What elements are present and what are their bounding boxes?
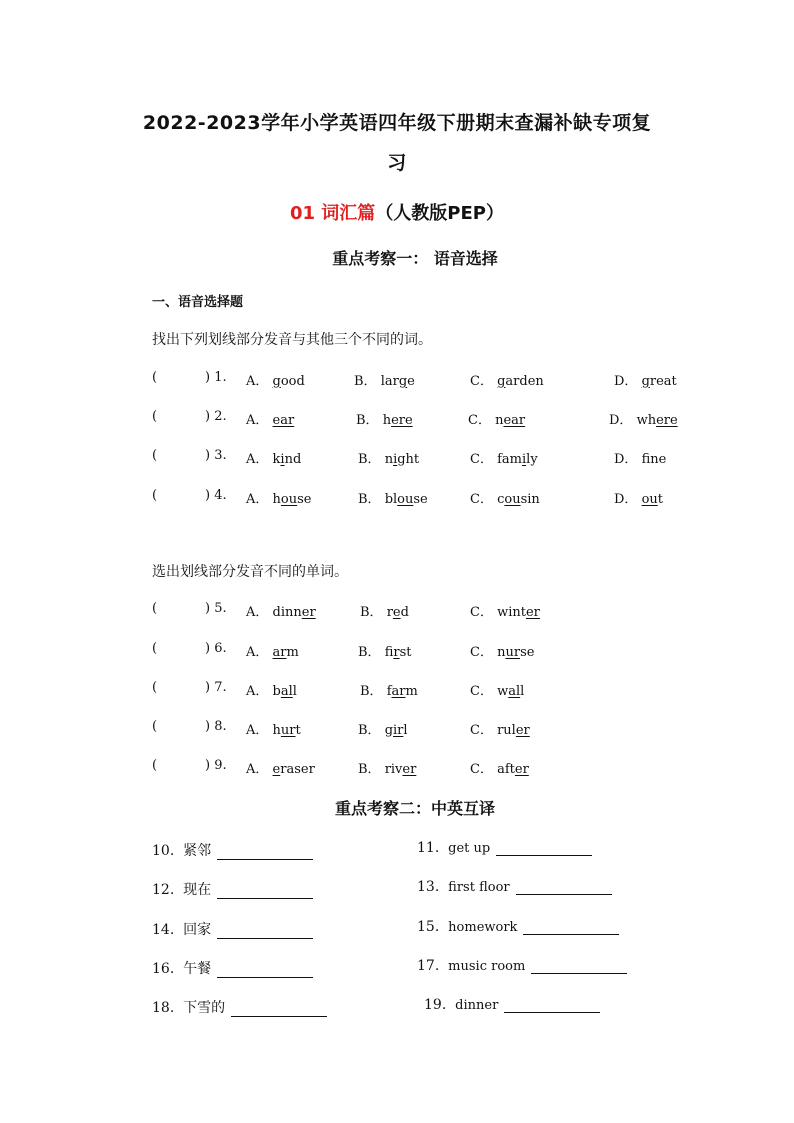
option-letter: A． (246, 374, 273, 389)
item-number: 15. (417, 919, 449, 935)
option-word-part: m (405, 684, 418, 699)
option-letter: A． (246, 684, 273, 699)
option (246, 680, 297, 699)
translation-item-right (417, 840, 592, 856)
item-number: 14. (152, 922, 184, 938)
option-letter: B． (358, 645, 385, 660)
instruction-2: 选出划线部分发音不同的单词。 (152, 564, 348, 580)
option (614, 488, 663, 507)
option-word-part: t (295, 723, 301, 738)
option (470, 758, 529, 777)
answer-paren-left: ( (152, 601, 158, 616)
option-word-part: dinn (272, 605, 302, 620)
option-word-part: b (272, 684, 281, 699)
underlined-sound: ear (272, 413, 295, 428)
option (614, 448, 666, 467)
option-word-part: reat (649, 374, 677, 389)
answer-line[interactable] (516, 880, 612, 895)
underlined-sound: e (272, 762, 281, 777)
underlined-sound: g (641, 374, 650, 389)
question-row (0, 680, 794, 700)
item-number: 11. (417, 840, 449, 856)
answer-paren-left: ( (152, 370, 158, 385)
option-word-part: l (403, 723, 408, 738)
translation-row (0, 919, 794, 941)
answer-paren-left: ( (152, 448, 158, 463)
option (358, 641, 411, 660)
option (354, 370, 415, 389)
option-letter: A． (246, 413, 273, 428)
option (246, 409, 294, 428)
answer-paren-left: ( (152, 680, 158, 695)
option (246, 601, 316, 620)
page-title: 2022-2023学年小学英语四年级下册期末查漏补缺专项复 (142, 112, 652, 134)
subtitle-highlight: 01 词汇篇 (289, 203, 376, 224)
section-heading: 一、语音选择题 (152, 295, 244, 310)
option (358, 719, 408, 738)
question-row (0, 641, 794, 661)
underlined-sound: al (508, 684, 521, 699)
answer-blank[interactable]: ) 3. (205, 448, 227, 463)
translation-item-left (152, 958, 313, 978)
option-word-part: g (384, 723, 394, 738)
item-word: 回家 (183, 922, 212, 938)
item-word: 现在 (183, 882, 212, 898)
focus-heading-1: 重点考察一： 语音选择 (332, 249, 498, 268)
option-letter: C． (470, 762, 498, 777)
focus-heading-2: 重点考察二：中英互译 (334, 799, 495, 818)
option-word-part: sin (520, 492, 540, 507)
option-word-part: nd (284, 452, 302, 467)
option-letter: B． (356, 413, 383, 428)
option-word-part: lar (380, 374, 399, 389)
option-letter: C． (468, 413, 496, 428)
item-word: music room (448, 959, 526, 974)
option-letter: B． (354, 374, 381, 389)
option-word-part: d (400, 605, 409, 620)
option-letter: B． (358, 723, 385, 738)
answer-blank[interactable]: ) 5. (205, 601, 227, 616)
option-word-part: m (286, 645, 299, 660)
answer-line[interactable] (231, 1002, 327, 1017)
option-letter: C． (470, 645, 498, 660)
item-word: 午餐 (183, 961, 212, 977)
option (358, 448, 419, 467)
option-word-part: bl (384, 492, 398, 507)
answer-line[interactable] (531, 959, 627, 974)
option (356, 409, 413, 428)
answer-line[interactable] (504, 998, 600, 1013)
option (246, 488, 311, 507)
option-word-part: fam (497, 452, 522, 467)
question-row (0, 758, 794, 778)
answer-line[interactable] (217, 963, 313, 978)
option-word-part: h (272, 492, 281, 507)
underlined-sound: i (393, 452, 398, 467)
translation-item-right (417, 919, 619, 935)
option (470, 719, 530, 738)
option-letter: C． (470, 452, 498, 467)
option-letter: A． (246, 492, 273, 507)
option-letter: D． (614, 374, 642, 389)
item-number: 13. (417, 879, 449, 895)
item-number: 10. (152, 843, 184, 859)
option (246, 719, 301, 738)
option-letter: A． (246, 723, 273, 738)
option-letter: A． (246, 605, 273, 620)
answer-paren-left: ( (152, 719, 158, 734)
underlined-sound: g (398, 374, 408, 389)
option-letter: D． (614, 452, 642, 467)
option (246, 641, 299, 660)
option-word-part: t (657, 492, 663, 507)
underlined-sound: ou (397, 492, 414, 507)
subtitle (0, 199, 794, 225)
option-word-part: wh (636, 413, 657, 428)
option (246, 448, 301, 467)
item-word: dinner (455, 998, 499, 1013)
option (470, 641, 534, 660)
option (360, 680, 418, 699)
option-letter: A． (246, 762, 273, 777)
option-letter: B． (360, 684, 387, 699)
option-word-part: n (497, 645, 506, 660)
question-row (0, 448, 794, 468)
option-word-part: raser (280, 762, 315, 777)
option-letter: B． (358, 492, 385, 507)
option (246, 370, 305, 389)
underlined-sound: er (515, 723, 530, 738)
underlined-sound: ir (393, 645, 400, 660)
translation-item-right (417, 879, 612, 895)
option-letter: D． (614, 492, 642, 507)
option (470, 601, 540, 620)
option-letter: D． (609, 413, 637, 428)
question-row (0, 719, 794, 739)
option-word-part: ght (397, 452, 420, 467)
page-title-continued: 习 (387, 152, 407, 174)
answer-line[interactable] (496, 841, 592, 856)
translation-item-left (152, 879, 313, 899)
answer-paren-left: ( (152, 409, 158, 424)
translation-item-left (152, 997, 327, 1017)
item-word: first floor (448, 880, 510, 895)
option (468, 409, 525, 428)
option (360, 601, 409, 620)
answer-line[interactable] (217, 884, 313, 899)
translation-item-left (152, 840, 313, 860)
underlined-sound: ere (391, 413, 413, 428)
question-row (0, 488, 794, 508)
underlined-sound: g (272, 374, 281, 389)
underlined-sound: ou (504, 492, 521, 507)
option-word-part: ly (526, 452, 538, 467)
item-word: 下雪的 (183, 1000, 226, 1016)
underlined-sound: ar (391, 684, 406, 699)
option (614, 370, 677, 389)
option-word-part: se (520, 645, 535, 660)
option-word-part: l (520, 684, 525, 699)
underlined-sound: g (497, 374, 506, 389)
underlined-sound: ear (503, 413, 526, 428)
answer-blank[interactable]: ) 1. (205, 370, 227, 385)
underlined-sound: i (521, 452, 527, 467)
option-letter: C． (470, 374, 498, 389)
option-word-part: aft (497, 762, 515, 777)
option-word-part: h (382, 413, 392, 428)
option-word-part: rul (497, 723, 516, 738)
option-letter: C． (470, 723, 498, 738)
underlined-sound: e (392, 605, 401, 620)
option (358, 758, 416, 777)
underlined-sound: er (514, 762, 529, 777)
underlined-sound: al (280, 684, 293, 699)
item-number: 19. (424, 997, 456, 1013)
answer-blank[interactable]: ) 7. (205, 680, 227, 695)
item-word: 紧邻 (183, 843, 212, 859)
underlined-sound: ir (393, 723, 404, 738)
option-word-part: n (495, 413, 504, 428)
translation-row (0, 958, 794, 980)
answer-paren-left: ( (152, 641, 158, 656)
option-word-part: wint (497, 605, 526, 620)
option-word-part: h (272, 723, 281, 738)
answer-blank[interactable]: ) 9. (205, 758, 227, 773)
answer-blank[interactable]: ) 8. (205, 719, 227, 734)
translation-row (0, 879, 794, 901)
option-letter: B． (358, 762, 385, 777)
option-letter: A． (246, 452, 273, 467)
answer-blank[interactable]: ) 4. (205, 488, 227, 503)
option-word-part: se (297, 492, 312, 507)
underlined-sound: i (280, 452, 285, 467)
option-word-part: ne (650, 452, 667, 467)
answer-paren-left: ( (152, 758, 158, 773)
answer-blank[interactable]: ) 2. (205, 409, 227, 424)
question-row (0, 601, 794, 621)
translation-row (0, 997, 794, 1019)
option (358, 488, 428, 507)
option-word-part: k (272, 452, 281, 467)
option (470, 680, 524, 699)
answer-line[interactable] (217, 924, 313, 939)
option (470, 488, 540, 507)
option-word-part: w (497, 684, 509, 699)
option-letter: A． (246, 645, 273, 660)
option-letter: C． (470, 684, 498, 699)
item-number: 16. (152, 961, 184, 977)
option-letter: B． (360, 605, 387, 620)
option-word-part: e (407, 374, 415, 389)
underlined-sound: ur (505, 645, 521, 660)
option (470, 448, 538, 467)
answer-blank[interactable]: ) 6. (205, 641, 227, 656)
option-word-part: c (497, 492, 505, 507)
underlined-sound: ur (280, 723, 296, 738)
underlined-sound: ere (656, 413, 678, 428)
item-number: 12. (152, 882, 184, 898)
option-letter: C． (470, 492, 498, 507)
option-word-part: ood (280, 374, 305, 389)
item-number: 17. (417, 958, 449, 974)
option-word-part: r (386, 605, 393, 620)
item-word: homework (448, 920, 518, 935)
option (470, 370, 544, 389)
instruction-1: 找出下列划线部分发音与其他三个不同的词。 (152, 332, 432, 348)
answer-paren-left: ( (152, 488, 158, 503)
underlined-sound: ou (280, 492, 298, 507)
item-word: get up (448, 841, 491, 856)
answer-line[interactable] (523, 920, 619, 935)
underlined-sound: ou (641, 492, 658, 507)
option-word-part: f (384, 645, 394, 660)
subtitle-edition: （人教版PEP） (375, 203, 504, 224)
option-word-part: st (399, 645, 412, 660)
option (246, 758, 315, 777)
underlined-sound: ar (272, 645, 287, 660)
translation-item-right (424, 997, 600, 1013)
translation-item-left (152, 919, 313, 939)
underlined-sound: er (525, 605, 540, 620)
option-letter: C． (470, 605, 498, 620)
option-word-part: n (384, 452, 394, 467)
item-number: 18. (152, 1000, 184, 1016)
underlined-sound: er (301, 605, 316, 620)
question-row (0, 409, 794, 429)
option-word-part: l (292, 684, 297, 699)
question-row (0, 370, 794, 390)
option-word-part: se (413, 492, 428, 507)
translation-row (0, 840, 794, 862)
answer-line[interactable] (217, 845, 313, 860)
option-word-part: riv (384, 762, 403, 777)
translation-item-right (417, 958, 627, 974)
underlined-sound: er (402, 762, 417, 777)
option-letter: B． (358, 452, 385, 467)
option-word-part: f (386, 684, 392, 699)
option (609, 409, 678, 428)
option-word-part: f (641, 452, 651, 467)
option-word-part: arden (505, 374, 544, 389)
